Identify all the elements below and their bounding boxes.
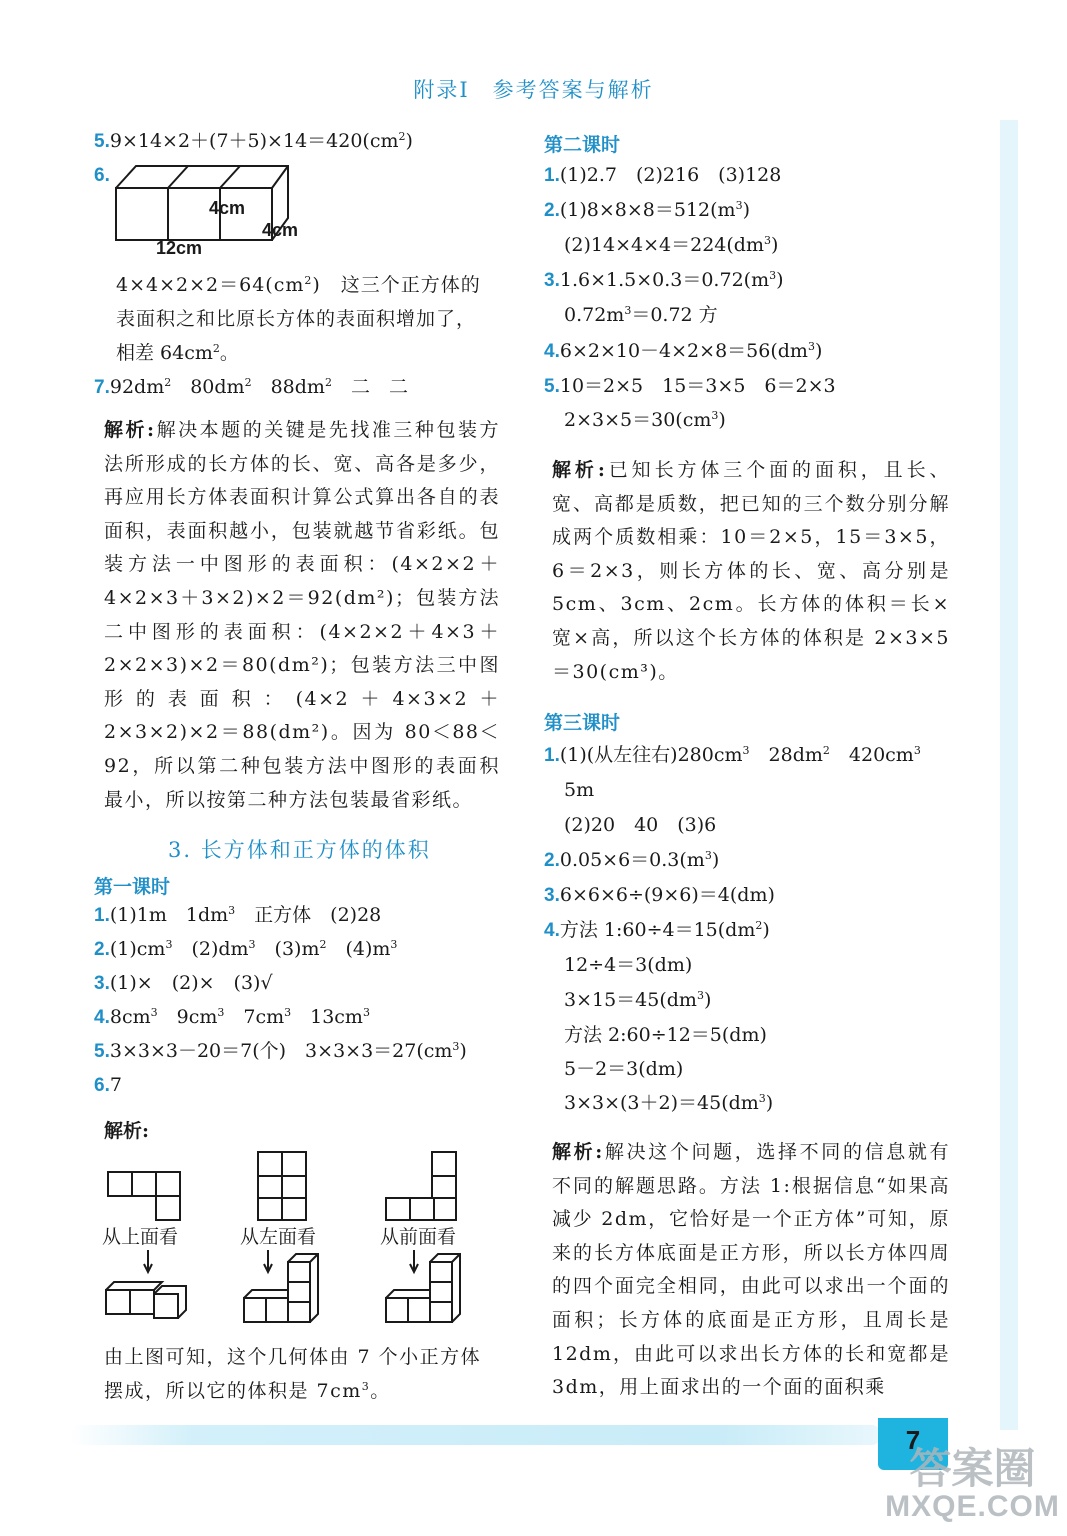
- r-answer-5a: 5.10＝2×5 15＝3×5 6＝2×3: [544, 375, 836, 397]
- l1-answer-4: $4.8cm^3$ $9cm^3$ $7cm^3$ $13cm^3$: [94, 1006, 370, 1028]
- s-answer-4d: 方法 2:60÷12＝5(dm): [564, 1024, 767, 1046]
- view-label-front: 从前面看: [380, 1226, 457, 1248]
- r-answer-5b: $2\times 3\times 5=30(cm^3)$: [564, 409, 726, 431]
- watermark-text: 答案圈: [909, 1445, 1036, 1492]
- lesson-2-heading: 第二课时: [544, 135, 621, 156]
- side-strip: [1000, 120, 1018, 1430]
- answer-6-line2: 表面积之和比原长方体的表面积增加了，: [116, 308, 477, 330]
- r-answer-1: 1.(1)2.7 (2)216 (3)128: [544, 164, 782, 186]
- conclusion-line1: 由上图可知，这个几何体由 7 个小正方体: [104, 1346, 482, 1368]
- analysis-4: 解析:解决这个问题，选择不同的信息就有不同的解题思路。方法 1:根据信息“如果高减少 2dm，它恰好是一个正方体”可知，原来的长方体底面是正方形，所以长方体四周的四个面完全相同，由此可以求出一个面的面积；长方体的底面是正方形，且周长是 12dm，由此可以求出长方体的长和宽都是 3dm，用上面求出的一个面的面积乘: [552, 1141, 950, 1399]
- r-answer-3b: $0.72m^3=0.72$ 方: [564, 304, 718, 326]
- analysis-1: 解析:解决本题的关键是先找准三种包装方法所形成的长方体的长、宽、高各是多少，再应用长方体表面积计算公式算出各自的表面积，表面积越小，包装就越节省彩纸。包装方法一中图形的表面积：(4×2×2＋4×2×3＋3×2)×2＝92(dm²)；包装方法二中图形的表面积：(4×2×2＋4×3＋2×2×3)×2＝80(dm²)；包装方法三中图形的表面积：(4×2＋4×3×2＋2×3×2)×2＝88(dm²)。因为 80＜88＜92，所以第二种包装方法中图形的表面积最小，所以按第二种方法包装最省彩纸。: [104, 419, 500, 811]
- s-answer-3: 3.6×6×6÷(9×6)＝4(dm): [544, 884, 775, 906]
- conclusion-line2: 摆成，所以它的体积是 $7cm^3$。: [104, 1380, 391, 1402]
- answer-5: $5.9\times 14\times 2+(7+5)\times 14=420(cm^2)$: [94, 130, 413, 152]
- view-label-left: 从左面看: [240, 1226, 317, 1248]
- s-answer-1b: 5m: [564, 779, 595, 801]
- s-answer-1a: 1.(1)(从左往右)$280cm^3$ $28dm^2$ $420cm^3$: [544, 744, 921, 766]
- page-header: 附录Ⅰ 参考答案与解析: [413, 78, 654, 102]
- s-answer-2: $2.0.05\times 6=0.3(m^3)$: [544, 849, 720, 871]
- s-answer-4a: 4.方法 $1:60\div 4=15(dm^2)$: [544, 919, 770, 941]
- section-title: 3. 长方体和正方体的体积: [168, 838, 431, 862]
- dim-label-depth: 4cm: [262, 220, 299, 240]
- answer-6-line3: 相差 $64cm^2$。: [116, 342, 239, 364]
- page-number: 7: [878, 1418, 948, 1470]
- dim-label-height: 4cm: [209, 198, 246, 218]
- watermark-url: MXQE.COM: [885, 1490, 1060, 1523]
- r-answer-2b: $(2)14\times 4\times 4=224(dm^3)$: [564, 234, 779, 256]
- l1-answer-1: 1.(1)1m $1dm^3$ 正方体 (2)28: [94, 904, 382, 926]
- s-answer-4c: $3\times 15=45(dm^3)$: [564, 989, 712, 1011]
- s-answer-4b: 12÷4＝3(dm): [564, 954, 693, 976]
- view-label-top: 从上面看: [102, 1226, 179, 1248]
- lesson-3-heading: 第三课时: [544, 713, 621, 734]
- l1-answer-2: $2.(1)cm^3$ $(2)dm^3$ $(3)m^2$ $(4)m^3$: [94, 938, 398, 960]
- analysis-3: 解析:已知长方体三个面的面积，且长、宽、高都是质数，把已知的三个数分别分解成两个质数相乘：10＝2×5，15＝3×5，6＝2×3，则长方体的长、宽、高分别是 5cm、3cm、2cm。长方体的体积＝长×宽×高，所以这个长方体的体积是 2×3×5＝30(cm³)。: [552, 459, 950, 683]
- r-answer-4: $4.6\times 2\times 10-4\times 2\times 8=56(dm^3)$: [544, 340, 823, 362]
- l1-answer-6: 6.7: [94, 1074, 122, 1096]
- s-answer-4e: 5－2＝3(dm): [564, 1058, 684, 1080]
- bottom-band: [70, 1425, 880, 1445]
- r-answer-3a: $3.1.6\times 1.5\times 0.3=0.72(m^3)$: [544, 269, 784, 291]
- lesson-1-heading: 第一课时: [94, 877, 171, 898]
- dim-label-length: 12cm: [156, 238, 203, 258]
- l1-answer-5: 5.3×3×3－20＝7(个) $3\times 3\times 3=27(cm^3)$: [94, 1040, 467, 1062]
- s-answer-1c: (2)20 40 (3)6: [564, 814, 717, 836]
- r-answer-2a: $2.(1)8\times 8\times 8=512(m^3)$: [544, 199, 750, 221]
- s-answer-4f: $3\times 3\times(3+2)=45(dm^3)$: [564, 1092, 774, 1114]
- watermark-logo: [885, 1445, 1060, 1532]
- answer-6-num: 6.: [94, 165, 110, 186]
- answer-7: $7.92dm^2$ $80dm^2$ $88dm^2$ 二 二: [94, 376, 408, 398]
- l1-answer-3: 3.(1)× (2)× (3)√: [94, 972, 273, 994]
- answer-6-line1: $4\times 4\times 2\times 2=64(cm^2)$ 这三个正方体的: [116, 274, 481, 296]
- analysis-2-label: 解析:: [104, 1120, 150, 1142]
